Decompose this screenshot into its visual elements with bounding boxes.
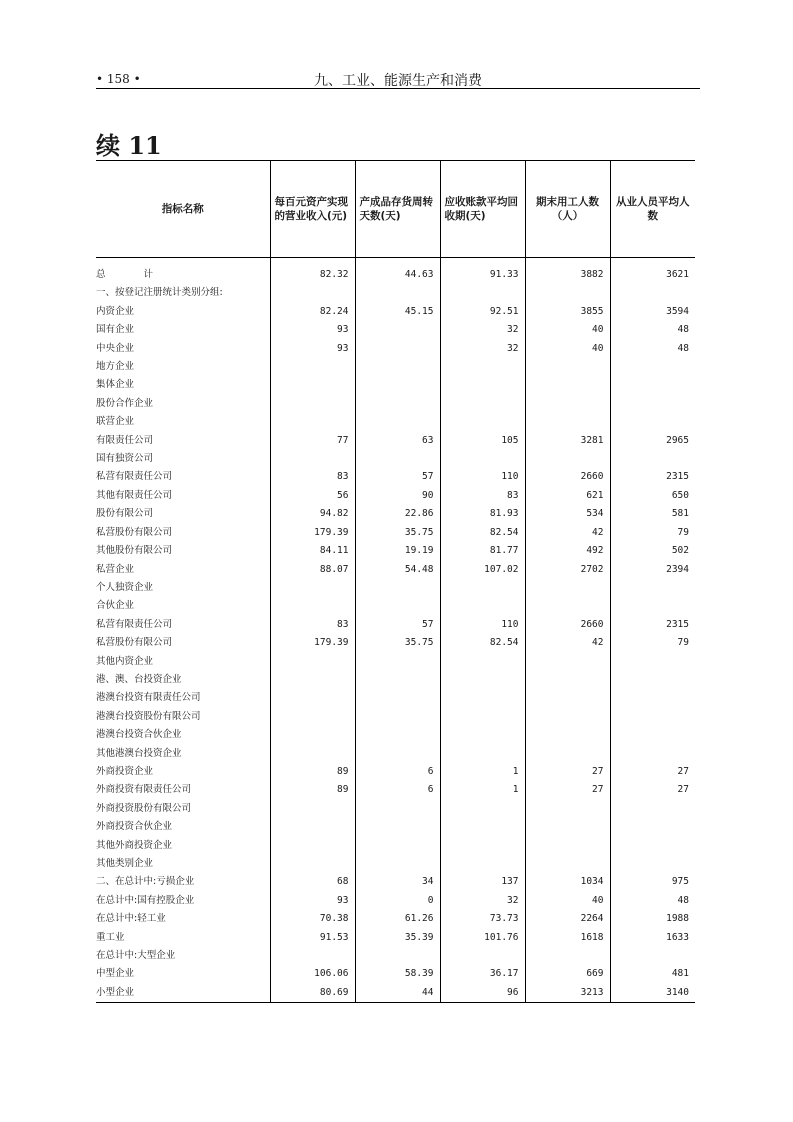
- row-label: 联营企业: [96, 416, 135, 428]
- cell-value: [610, 450, 695, 468]
- row-label: 港澳台投资有限责任公司: [96, 692, 201, 704]
- cell-value: [270, 855, 355, 873]
- cell-value: 3281: [525, 432, 610, 450]
- row-label: 私营企业: [96, 563, 135, 575]
- cell-value: [610, 708, 695, 726]
- row-label: 集体企业: [96, 379, 135, 391]
- cell-value: 35.75: [355, 524, 440, 542]
- cell-value: 48: [610, 321, 695, 339]
- table-row: [96, 634, 695, 652]
- cell-value: [440, 745, 525, 763]
- table-row: [96, 450, 695, 468]
- cell-value: 27: [525, 763, 610, 781]
- table-row: [96, 597, 695, 615]
- cell-value: 57: [355, 468, 440, 486]
- cell-value: 32: [440, 321, 525, 339]
- row-label: 港澳台投资股份有限公司: [96, 710, 201, 722]
- cell-value: [355, 800, 440, 818]
- cell-value: 101.76: [440, 929, 525, 947]
- cell-value: [525, 653, 610, 671]
- table-row: [96, 837, 695, 855]
- cell-value: [270, 358, 355, 376]
- cell-value: [270, 376, 355, 394]
- cell-value: [270, 579, 355, 597]
- cell-value: [525, 284, 610, 302]
- row-label: 股份合作企业: [96, 397, 154, 409]
- cell-value: 36.17: [440, 965, 525, 983]
- cell-value: [355, 671, 440, 689]
- cell-value: 82.54: [440, 524, 525, 542]
- page-number: • 158 •: [96, 72, 141, 86]
- cell-value: 79: [610, 524, 695, 542]
- cell-value: 40: [525, 340, 610, 358]
- cell-value: [355, 358, 440, 376]
- cell-value: [440, 855, 525, 873]
- cell-value: 179.39: [270, 634, 355, 652]
- cell-value: 3855: [525, 303, 610, 321]
- cell-value: 3213: [525, 984, 610, 1003]
- cell-value: 19.19: [355, 542, 440, 560]
- table-row: [96, 947, 695, 965]
- row-label: 港、澳、台投资企业: [96, 673, 182, 685]
- row-label: 其他港澳台投资企业: [96, 747, 182, 759]
- cell-value: [355, 947, 440, 965]
- cell-value: [355, 726, 440, 744]
- row-label: 港澳台投资合伙企业: [96, 729, 182, 741]
- cell-value: [525, 689, 610, 707]
- cell-value: [610, 800, 695, 818]
- cell-value: [610, 376, 695, 394]
- cell-value: [270, 800, 355, 818]
- cell-value: 2315: [610, 468, 695, 486]
- cell-value: [270, 395, 355, 413]
- cell-value: 57: [355, 616, 440, 634]
- cell-value: [270, 597, 355, 615]
- cell-value: 93: [270, 340, 355, 358]
- cell-value: [610, 689, 695, 707]
- cell-value: 6: [355, 763, 440, 781]
- column-header-inventory-turnover-days: 产成品存货周转天数(天): [355, 161, 440, 258]
- cell-value: 6: [355, 781, 440, 799]
- cell-value: [355, 855, 440, 873]
- row-label: 重工业: [96, 931, 125, 943]
- cell-value: [270, 726, 355, 744]
- cell-value: [355, 284, 440, 302]
- cell-value: 83: [440, 487, 525, 505]
- cell-value: 22.86: [355, 505, 440, 523]
- table-row: [96, 800, 695, 818]
- cell-value: [610, 413, 695, 431]
- table-row: [96, 892, 695, 910]
- column-header-average-employees: 从业人员平均人数: [610, 161, 695, 258]
- row-label: 总 计: [96, 269, 154, 280]
- cell-value: 2965: [610, 432, 695, 450]
- row-label: 内资企业: [96, 305, 135, 317]
- row-label: 小型企业: [96, 984, 270, 1003]
- table-row: [96, 468, 695, 486]
- cell-value: [610, 579, 695, 597]
- cell-value: [610, 947, 695, 965]
- cell-value: [525, 947, 610, 965]
- cell-value: 77: [270, 432, 355, 450]
- cell-value: 106.06: [270, 965, 355, 983]
- cell-value: 82.54: [440, 634, 525, 652]
- cell-value: [440, 413, 525, 431]
- table-row: [96, 726, 695, 744]
- cell-value: 3140: [610, 984, 695, 1003]
- row-label: 其他有限责任公司: [96, 489, 173, 501]
- column-header-receivables-collection-days: 应收账款平均回收期(天): [440, 161, 525, 258]
- cell-value: 35.39: [355, 929, 440, 947]
- cell-value: 1: [440, 781, 525, 799]
- row-label: 其他股份有限公司: [96, 545, 173, 557]
- cell-value: 502: [610, 542, 695, 560]
- cell-value: 2702: [525, 561, 610, 579]
- cell-value: [610, 671, 695, 689]
- cell-value: [270, 708, 355, 726]
- cell-value: 44: [355, 984, 440, 1003]
- cell-value: [270, 671, 355, 689]
- cell-value: 107.02: [440, 561, 525, 579]
- cell-value: 40: [525, 321, 610, 339]
- table-row: [96, 321, 695, 339]
- cell-value: [610, 358, 695, 376]
- row-label: 个人独资企业: [96, 581, 154, 593]
- cell-value: 81.93: [440, 505, 525, 523]
- cell-value: [440, 708, 525, 726]
- cell-value: 82.32: [270, 266, 355, 284]
- cell-value: [440, 947, 525, 965]
- cell-value: 2394: [610, 561, 695, 579]
- cell-value: [525, 708, 610, 726]
- section-title: 九、工业、能源生产和消费: [314, 73, 482, 89]
- cell-value: [610, 837, 695, 855]
- cell-value: 45.15: [355, 303, 440, 321]
- table-title: 续 11: [96, 131, 162, 160]
- cell-value: [270, 837, 355, 855]
- cell-value: 2264: [525, 910, 610, 928]
- cell-value: [270, 745, 355, 763]
- cell-value: 83: [270, 616, 355, 634]
- row-label: 外商投资有限责任公司: [96, 784, 192, 796]
- cell-value: 110: [440, 468, 525, 486]
- cell-value: 93: [270, 892, 355, 910]
- table-row: [96, 487, 695, 505]
- cell-value: [270, 450, 355, 468]
- table-row: [96, 689, 695, 707]
- cell-value: 89: [270, 763, 355, 781]
- cell-value: 73.73: [440, 910, 525, 928]
- cell-value: [610, 597, 695, 615]
- cell-value: 88.07: [270, 561, 355, 579]
- cell-value: 32: [440, 892, 525, 910]
- cell-value: [525, 358, 610, 376]
- row-label: 股份有限公司: [96, 508, 154, 520]
- cell-value: [440, 671, 525, 689]
- cell-value: [440, 284, 525, 302]
- cell-value: 82.24: [270, 303, 355, 321]
- cell-value: 90: [355, 487, 440, 505]
- cell-value: 63: [355, 432, 440, 450]
- row-label: 国有企业: [96, 324, 135, 336]
- cell-value: 32: [440, 340, 525, 358]
- row-label: 中型企业: [96, 968, 135, 980]
- cell-value: [525, 597, 610, 615]
- cell-value: 92.51: [440, 303, 525, 321]
- cell-value: [610, 745, 695, 763]
- cell-value: 83: [270, 468, 355, 486]
- table-header-row: [96, 161, 695, 258]
- cell-value: [440, 395, 525, 413]
- cell-value: [270, 947, 355, 965]
- cell-value: [355, 413, 440, 431]
- table-row: [96, 616, 695, 634]
- cell-value: 1034: [525, 873, 610, 891]
- cell-value: [440, 689, 525, 707]
- row-label: 在总计中:轻工业: [96, 913, 166, 925]
- cell-value: [355, 708, 440, 726]
- cell-value: [525, 450, 610, 468]
- cell-value: [525, 818, 610, 836]
- row-label: 私营有限责任公司: [96, 618, 173, 630]
- cell-value: [525, 671, 610, 689]
- cell-value: 534: [525, 505, 610, 523]
- cell-value: 54.48: [355, 561, 440, 579]
- cell-value: [525, 800, 610, 818]
- cell-value: 79: [610, 634, 695, 652]
- table-row: [96, 763, 695, 781]
- row-label: 在总计中:国有控股企业: [96, 894, 195, 906]
- cell-value: [525, 837, 610, 855]
- cell-value: 179.39: [270, 524, 355, 542]
- cell-value: [525, 726, 610, 744]
- table-row: [96, 413, 695, 431]
- row-label: 其他类别企业: [96, 858, 154, 869]
- table-row: [96, 745, 695, 763]
- cell-value: 70.38: [270, 910, 355, 928]
- cell-value: 0: [355, 892, 440, 910]
- cell-value: [355, 745, 440, 763]
- cell-value: [355, 340, 440, 358]
- table-row: [96, 708, 695, 726]
- row-label: 在总计中:大型企业: [96, 950, 176, 962]
- cell-value: 110: [440, 616, 525, 634]
- table-row: [96, 432, 695, 450]
- cell-value: 56: [270, 487, 355, 505]
- cell-value: 1988: [610, 910, 695, 928]
- cell-value: [355, 321, 440, 339]
- cell-value: [440, 597, 525, 615]
- cell-value: [355, 579, 440, 597]
- cell-value: [440, 579, 525, 597]
- table-row: [96, 873, 695, 891]
- cell-value: [610, 653, 695, 671]
- cell-value: 492: [525, 542, 610, 560]
- cell-value: 42: [525, 524, 610, 542]
- cell-value: [355, 597, 440, 615]
- cell-value: [355, 653, 440, 671]
- cell-value: [525, 395, 610, 413]
- cell-value: [440, 726, 525, 744]
- cell-value: 581: [610, 505, 695, 523]
- table-row: [96, 671, 695, 689]
- row-label: 其他外商投资企业: [96, 839, 173, 851]
- cell-value: 35.75: [355, 634, 440, 652]
- row-label: 外商投资股份有限公司: [96, 802, 192, 814]
- cell-value: [525, 413, 610, 431]
- table-row: [96, 358, 695, 376]
- cell-value: 1618: [525, 929, 610, 947]
- cell-value: 27: [610, 781, 695, 799]
- cell-value: [270, 818, 355, 836]
- cell-value: 91.33: [440, 266, 525, 284]
- cell-value: [610, 855, 695, 873]
- row-label: 一、按登记注册统计类别分组:: [96, 287, 223, 299]
- cell-value: 2315: [610, 616, 695, 634]
- cell-value: 34: [355, 873, 440, 891]
- cell-value: [610, 284, 695, 302]
- row-label: 国有独资公司: [96, 453, 154, 465]
- page-header: [96, 70, 700, 88]
- cell-value: 96: [440, 984, 525, 1003]
- cell-value: [355, 818, 440, 836]
- cell-value: [270, 284, 355, 302]
- cell-value: 93: [270, 321, 355, 339]
- statistics-table: [96, 160, 695, 1003]
- cell-value: 27: [525, 781, 610, 799]
- cell-value: [525, 376, 610, 394]
- cell-value: 89: [270, 781, 355, 799]
- cell-value: 2660: [525, 616, 610, 634]
- cell-value: 80.69: [270, 984, 355, 1003]
- cell-value: 1: [440, 763, 525, 781]
- table-row: [96, 505, 695, 523]
- cell-value: 48: [610, 340, 695, 358]
- cell-value: 84.11: [270, 542, 355, 560]
- row-label: 外商投资合伙企业: [96, 821, 173, 833]
- table-row: [96, 579, 695, 597]
- table-row: [96, 303, 695, 321]
- table-row: [96, 855, 695, 873]
- cell-value: 1633: [610, 929, 695, 947]
- table-row: [96, 818, 695, 836]
- cell-value: [610, 818, 695, 836]
- cell-value: 105: [440, 432, 525, 450]
- row-label: 二、在总计中:亏损企业: [96, 876, 195, 888]
- column-header-revenue-per-100-assets: 每百元资产实现的营业收入(元): [270, 161, 355, 258]
- table-row: [96, 653, 695, 671]
- table-row: [96, 266, 695, 284]
- cell-value: [355, 376, 440, 394]
- column-header-year-end-employees: 期末用工人数（人）: [525, 161, 610, 258]
- cell-value: [610, 726, 695, 744]
- table-row: [96, 965, 695, 983]
- cell-value: [440, 376, 525, 394]
- cell-value: 3621: [610, 266, 695, 284]
- table-row: [96, 284, 695, 302]
- cell-value: 44.63: [355, 266, 440, 284]
- cell-value: [440, 358, 525, 376]
- cell-value: 94.82: [270, 505, 355, 523]
- cell-value: 137: [440, 873, 525, 891]
- table-row: [96, 781, 695, 799]
- row-label: 合伙企业: [96, 600, 135, 612]
- cell-value: [525, 579, 610, 597]
- column-header-indicator: 指标名称: [96, 161, 270, 258]
- cell-value: [355, 450, 440, 468]
- table-spacer-row: [96, 258, 695, 267]
- cell-value: 3882: [525, 266, 610, 284]
- cell-value: 975: [610, 873, 695, 891]
- cell-value: [440, 450, 525, 468]
- row-label: 有限责任公司: [96, 434, 154, 446]
- cell-value: 669: [525, 965, 610, 983]
- cell-value: 621: [525, 487, 610, 505]
- row-label: 中央企业: [96, 342, 135, 354]
- table-row: [96, 929, 695, 947]
- cell-value: 650: [610, 487, 695, 505]
- table-row: [96, 542, 695, 560]
- table-row: [96, 395, 695, 413]
- row-label: 其他内资企业: [96, 655, 154, 667]
- cell-value: 3594: [610, 303, 695, 321]
- cell-value: 61.26: [355, 910, 440, 928]
- table-row: [96, 524, 695, 542]
- row-label: 私营有限责任公司: [96, 471, 173, 483]
- table-row: [96, 910, 695, 928]
- cell-value: [355, 395, 440, 413]
- cell-value: 40: [525, 892, 610, 910]
- cell-value: [440, 837, 525, 855]
- row-label: 私营股份有限公司: [96, 526, 173, 538]
- table-row: [96, 984, 695, 1003]
- cell-value: [270, 689, 355, 707]
- cell-value: [355, 689, 440, 707]
- cell-value: 91.53: [270, 929, 355, 947]
- header-rule: [96, 88, 700, 89]
- cell-value: 68: [270, 873, 355, 891]
- cell-value: [525, 745, 610, 763]
- cell-value: [610, 395, 695, 413]
- cell-value: [355, 837, 440, 855]
- cell-value: 2660: [525, 468, 610, 486]
- row-label: 外商投资企业: [96, 765, 154, 777]
- row-label: 地方企业: [96, 361, 135, 373]
- table-row: [96, 561, 695, 579]
- row-label: 私营股份有限公司: [96, 637, 173, 649]
- cell-value: [440, 653, 525, 671]
- cell-value: [440, 800, 525, 818]
- cell-value: [440, 818, 525, 836]
- cell-value: [525, 855, 610, 873]
- table-row: [96, 340, 695, 358]
- cell-value: 27: [610, 763, 695, 781]
- cell-value: [270, 653, 355, 671]
- cell-value: 481: [610, 965, 695, 983]
- cell-value: 48: [610, 892, 695, 910]
- cell-value: 58.39: [355, 965, 440, 983]
- cell-value: 81.77: [440, 542, 525, 560]
- table-row: [96, 376, 695, 394]
- cell-value: 42: [525, 634, 610, 652]
- cell-value: [270, 413, 355, 431]
